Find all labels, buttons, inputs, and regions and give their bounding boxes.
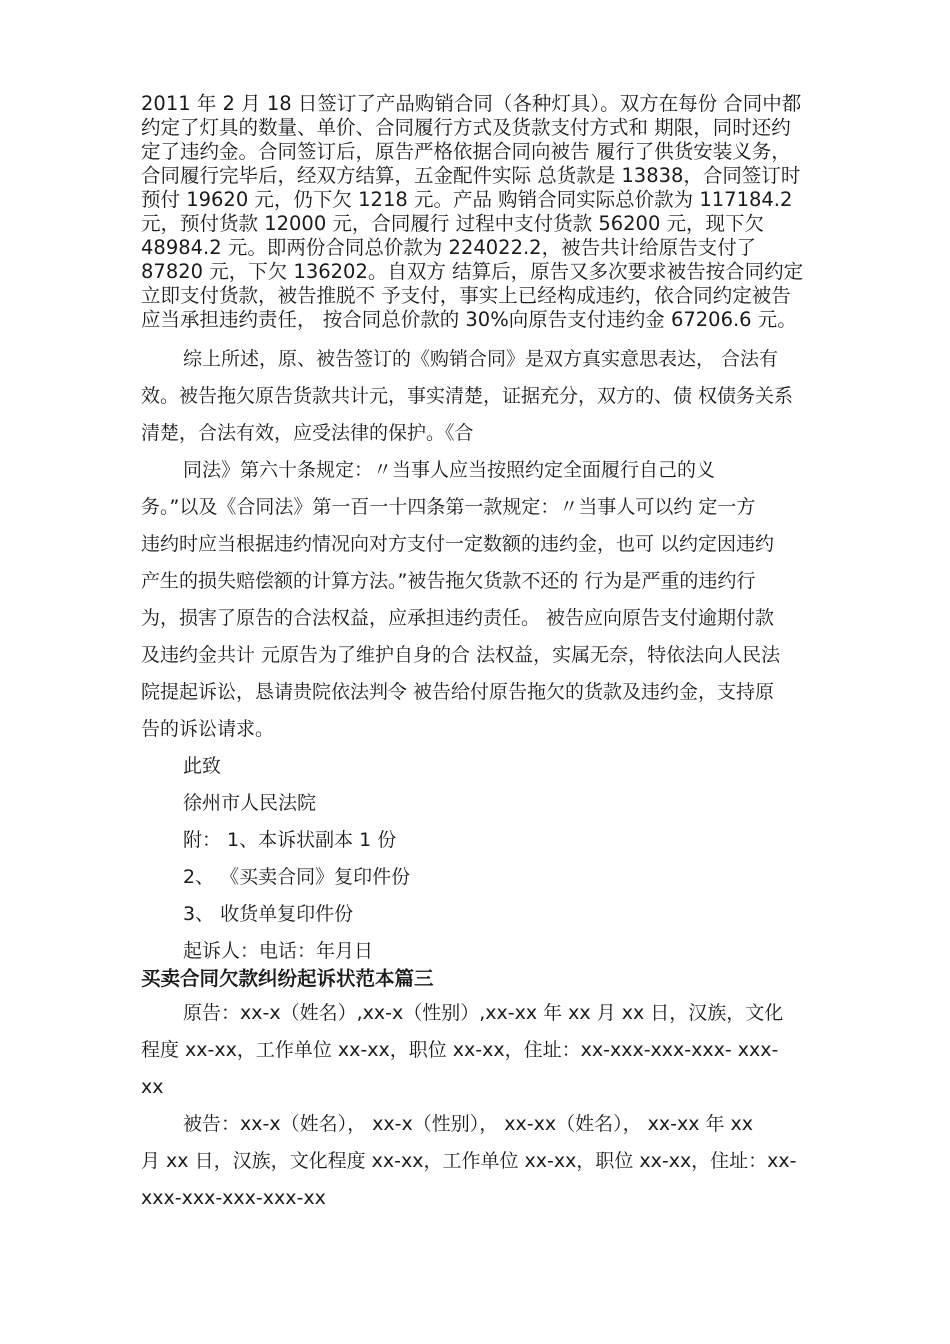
text-line: 院提起诉讼，恳请贵院依法判令 被告给付原告拖欠的货款及违约金，支持原 [141, 681, 775, 703]
text-line: 务。”以及《合同法》第一百一十四条第一款规定：〃当事人可以约 定一方 [141, 496, 756, 518]
text-line: 元，预付货款 12000 元，合同履行 过程中支付货款 56200 元，现下欠 [141, 212, 765, 235]
attachment-item: 2、 《买卖合同》复印件份 [183, 866, 411, 888]
text-line: 48984.2 元。即两份合同总价款为 224022.2，被告共计给原告支付了 [141, 236, 757, 259]
paragraph-first-line: 同法》第六十条规定：〃当事人应当按照约定全面履行自己的义 [183, 459, 716, 481]
text-line: 程度 xx-xx，工作单位 xx-xx，职位 xx-xx，住址：xx-xxx-xxx-xxx- xxx- [141, 1039, 779, 1061]
text-line: 定了违约金。合同签订后，原告严格依据合同向被告 履行了供货安装义务， [141, 140, 791, 163]
text-line: 2011 年 2 月 18 日签订了产品购销合同（各种灯具）。双方在每份 合同中都 [141, 92, 802, 115]
text-line: 合同履行完毕后，经双方结算，五金配件实际 总货款是 13838，合同签订时 [141, 164, 801, 187]
text-line: 为，损害了原告的合法权益，应承担违约责任。 被告应向原告支付逾期付款 [141, 607, 775, 629]
salutation: 此致 [183, 755, 222, 777]
text-line: 87820 元，下欠 136202。自双方 结算后，原告又多次要求被告按合同约定 [141, 260, 804, 283]
signature-line: 起诉人：电话：年月日 [183, 940, 374, 962]
text-line: 应当承担违约责任， 按合同总价款的 30%向原告支付违约金 67206.6 元。 [141, 308, 797, 331]
text-line: 清楚，合法有效，应受法律的保护。《合 [141, 422, 474, 444]
section-heading: 买卖合同欠款纠纷起诉状范本篇三 [141, 967, 434, 990]
plaintiff-line: 原告：xx-x（姓名）,xx-x（性别）,xx-xx 年 xx 月 xx 日，汉族，文化 [183, 1002, 784, 1024]
text-line: 产生的损失赔偿额的计算方法。”被告拖欠货款不还的 行为是严重的违约行 [141, 570, 756, 592]
text-line: 告的诉讼请求。 [141, 718, 275, 740]
text-line: 违约时应当根据违约情况向对方支付一定数额的违约金，也可 以约定因违约 [141, 533, 775, 555]
text-line: 立即支付货款，被告推脱不 予支付，事实上已经构成违约，依合同约定被告 [141, 284, 791, 307]
court-name: 徐州市人民法院 [183, 792, 317, 814]
text-line: xxx-xxx-xxx-xxx-xx [141, 1187, 326, 1209]
text-line: 预付 19620 元，仍下欠 1218 元。产品 购销合同实际总价款为 117184.2 [141, 188, 793, 211]
text-line: 效。被告拖欠原告货款共计元，事实清楚，证据充分，双方的、债 权债务关系 [141, 385, 794, 407]
attachment-item: 附： 1、本诉状副本 1 份 [183, 829, 397, 851]
text-line: xx [141, 1076, 164, 1098]
text-line: 约定了灯具的数量、单价、合同履行方式及货款支付方式和 期限，同时还约 [141, 116, 791, 139]
attachment-item: 3、 收货单复印件份 [183, 903, 354, 925]
text-line: 及违约金共计 元原告为了维护自身的合 法权益，实属无奈，特依法向人民法 [141, 644, 781, 666]
paragraph-first-line: 综上所述，原、被告签订的《购销合同》是双方真实意思表达， 合法有 [183, 348, 779, 370]
text-line: 月 xx 日，汉族，文化程度 xx-xx，工作单位 xx-xx，职位 xx-xx，住址：xx- [141, 1150, 797, 1172]
defendant-line: 被告：xx-x（姓名）， xx-x（性别）， xx-xx（姓名）， xx-xx 年 xx [183, 1113, 754, 1135]
